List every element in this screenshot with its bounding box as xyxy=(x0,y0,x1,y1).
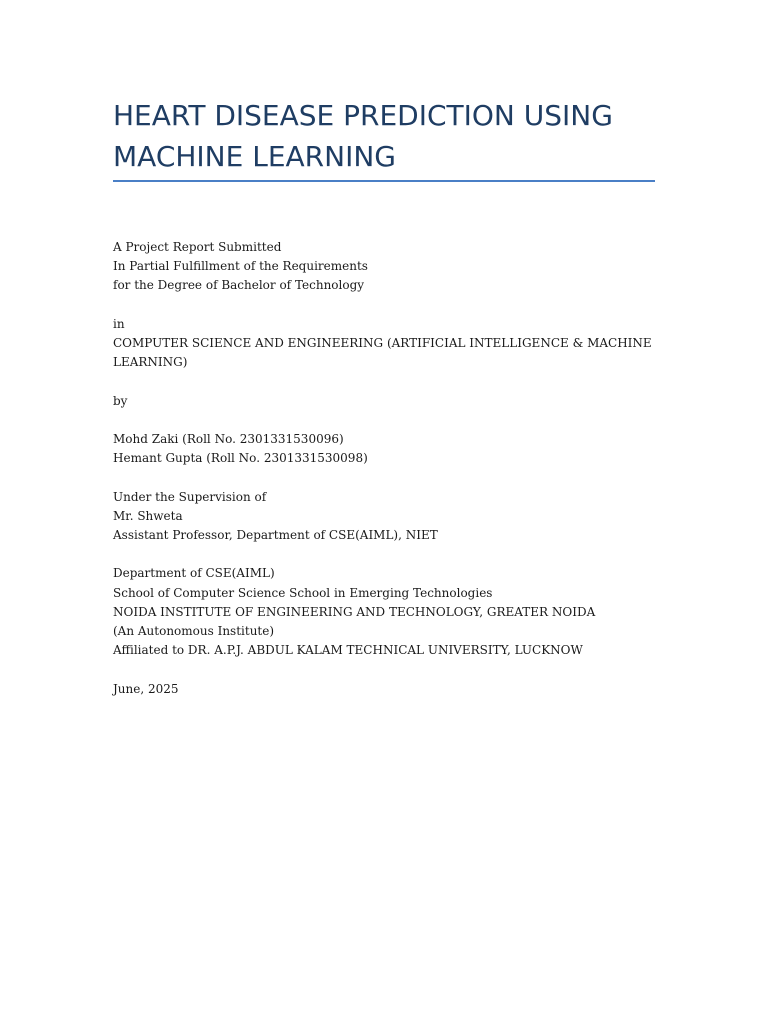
institution-department: Department of CSE(AIML) xyxy=(113,566,275,581)
spacer xyxy=(113,372,673,391)
in-label: in xyxy=(113,316,125,331)
report-title-line-1: HEART DISEASE PREDICTION USING xyxy=(113,99,613,132)
submission-line-1: A Project Report Submitted xyxy=(113,240,282,254)
title-underline-divider xyxy=(113,180,655,182)
spacer xyxy=(113,468,673,487)
supervisor-name: Mr. Shweta xyxy=(113,508,183,523)
spacer xyxy=(113,411,673,430)
submission-line-3: for the Degree of Bachelor of Technology xyxy=(113,278,365,293)
spacer xyxy=(113,545,673,564)
spacer xyxy=(113,296,673,315)
institution-affiliation: Affiliated to DR. A.P.J. ABDUL KALAM TECHNICAL UNIVERSITY, LUCKNOW xyxy=(113,643,583,658)
spacer xyxy=(113,660,673,679)
discipline-line-1: COMPUTER SCIENCE AND ENGINEERING (ARTIFICIAL INTELLIGENCE & MACHINE xyxy=(113,336,652,350)
report-title xyxy=(113,95,655,177)
report-title-line-2: MACHINE LEARNING xyxy=(113,140,396,173)
institution-name: NOIDA INSTITUTE OF ENGINEERING AND TECHNOLOGY, GREATER NOIDA xyxy=(113,604,596,619)
author-1: Mohd Zaki (Roll No. 2301331530096) xyxy=(113,431,344,446)
supervision-heading: Under the Supervision of xyxy=(113,489,267,504)
institution-school: School of Computer Science School in Emerging Technologies xyxy=(113,585,493,600)
supervisor-designation: Assistant Professor, Department of CSE(AIML), NIET xyxy=(113,527,438,542)
submission-date: June, 2025 xyxy=(113,681,179,696)
institution-status: (An Autonomous Institute) xyxy=(113,623,275,638)
report-body xyxy=(113,238,673,699)
discipline-line-2: LEARNING) xyxy=(113,355,188,370)
submission-line-2: In Partial Fulfillment of the Requirements xyxy=(113,259,368,274)
by-label: by xyxy=(113,393,128,408)
author-2: Hemant Gupta (Roll No. 2301331530098) xyxy=(113,451,368,466)
